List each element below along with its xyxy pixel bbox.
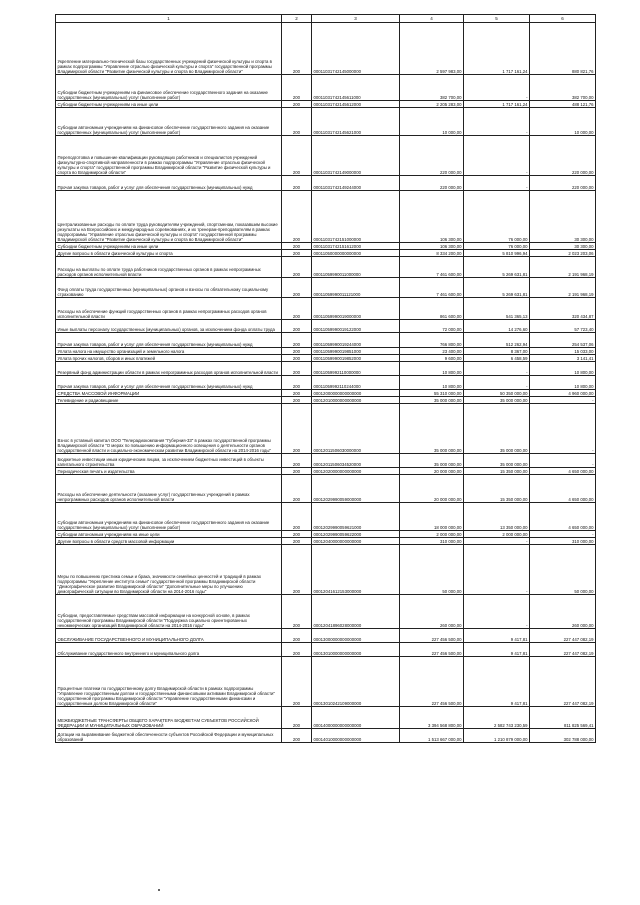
row-executed: 76 000,00 [464, 243, 530, 250]
column-number: 6 [530, 15, 596, 23]
row-executed: 1 717 161,24 [464, 23, 530, 75]
table-row [56, 729, 596, 743]
table-row [56, 503, 596, 531]
row-name: Расходы на обеспечение деятельности (оказание услуг) государственных учреждений в рамках непрограммных расходов органов исполнительной власти [56, 475, 282, 503]
row-code: 200 [282, 333, 312, 348]
row-code: 200 [282, 707, 312, 729]
row-name: Телевидение и радиовещание [56, 397, 282, 404]
row-code: 200 [282, 298, 312, 320]
table-row [56, 643, 596, 657]
row-unexecuted: 220 000,00 [530, 136, 596, 176]
row-name: Периодическая печать и издательства [56, 468, 282, 475]
row-name: Взнос в уставный капитал ООО "Телерадиокомпания "Губерния-33" в рамках государственной программы Владимирской области "О мерах по повышению информационного освещения о деятельности органов государственной власти и социально-экономическом развитии Владимирской области на 2014-2016 годы" [56, 404, 282, 454]
table-row [56, 657, 596, 707]
row-executed: - [464, 595, 530, 629]
table-row [56, 243, 596, 250]
row-unexecuted: 227 447 082,19 [530, 629, 596, 643]
row-unexecuted: 2 023 203,06 [530, 250, 596, 257]
row-executed: 512 262,94 [464, 333, 530, 348]
table-row [56, 362, 596, 376]
row-executed: 15 350 000,00 [464, 475, 530, 503]
row-kbk: 00012040000000000000 [312, 538, 400, 545]
row-unexecuted: 30 300,00 [530, 243, 596, 250]
row-kbk: 00011059990019851000 [312, 348, 400, 355]
page-mark [158, 889, 160, 891]
row-kbk: 00011031742149000000 [312, 136, 400, 176]
row-code: 200 [282, 531, 312, 538]
row-unexecuted: 15 033,00 [530, 348, 596, 355]
row-code: 200 [282, 243, 312, 250]
row-name: Субсидии автономным учреждениям на финансовое обеспечение государственного задания на оказание государственных (муниципальных) услуг (выполнение работ) [56, 503, 282, 531]
row-kbk: 00012029990059622000 [312, 531, 400, 538]
row-executed: 5 269 631,81 [464, 278, 530, 298]
row-name: СРЕДСТВА МАССОВОЙ ИНФОРМАЦИИ [56, 390, 282, 397]
row-kbk: 00012020000000000000 [312, 468, 400, 475]
row-name: Прочая закупка товаров, работ и услуг для обеспечения государственных (муниципальных) нужд [56, 333, 282, 348]
table-row [56, 298, 596, 320]
row-code: 200 [282, 729, 312, 743]
row-unexecuted: 320 434,87 [530, 298, 596, 320]
row-code: 200 [282, 397, 312, 404]
row-name: Уплата прочих налогов, сборов и иных платежей [56, 355, 282, 362]
row-name: Централизованные расходы по оплате труда руководителям учреждений, спортсменам, показавшим высокие результаты на Всероссийских и международных соревнованиях, и их тренерам-преподавателям в рамках подпрограммы "Управление отраслью физической культуры и спорта" государственной программы Владимирской области "Развитие физической культуры и спорта во Владимирской области" [56, 191, 282, 243]
table-row [56, 397, 596, 404]
row-approved: 2 000 000,00 [400, 531, 464, 538]
table-row [56, 278, 596, 298]
table-row [56, 355, 596, 362]
table-row [56, 101, 596, 108]
row-name: Расходы на выплаты по оплате труда работников государственных органов в рамках непрограммных расходов органов исполнительной власти [56, 257, 282, 278]
row-unexecuted: 4 650 000,00 [530, 503, 596, 531]
row-kbk: 00011059990019122000 [312, 320, 400, 333]
row-unexecuted: 220 000,00 [530, 176, 596, 191]
row-name: ОБСЛУЖИВАНИЕ ГОСУДАРСТВЕННОГО И МУНИЦИПАЛЬНОГО ДОЛГА [56, 629, 282, 643]
row-code: 200 [282, 643, 312, 657]
row-executed: - [464, 538, 530, 545]
row-kbk: 00012041612153000000 [312, 545, 400, 595]
column-number: 3 [312, 15, 400, 23]
row-executed: 9 417,81 [464, 657, 530, 707]
row-name: Прочая закупка товаров, работ и услуг для обеспечения государственных (муниципальных) нужд [56, 376, 282, 390]
row-approved: 50 000,00 [400, 545, 464, 595]
row-name: Субсидии, предоставляемые средствам массовой информации на конкурсной основе, в рамках государственной программы Владимирской области "Поддержка социально ориентированных некоммерческих организаций Владимирской области на 2014-2016 годы" [56, 595, 282, 629]
table-row [56, 23, 596, 75]
row-code: 200 [282, 595, 312, 629]
row-approved: 227 456 500,00 [400, 643, 464, 657]
row-unexecuted: 227 447 082,19 [530, 643, 596, 657]
row-executed: 50 350 000,00 [464, 390, 530, 397]
row-approved: 8 334 200,00 [400, 250, 464, 257]
row-approved: 1 513 667 000,00 [400, 729, 464, 743]
row-code: 200 [282, 101, 312, 108]
budget-report-sheet [55, 14, 595, 743]
row-approved: 20 000 000,00 [400, 468, 464, 475]
row-name: МЕЖБЮДЖЕТНЫЕ ТРАНСФЕРТЫ ОБЩЕГО ХАРАКТЕРА БЮДЖЕТАМ СУБЪЕКТОВ РОССИЙСКОЙ ФЕДЕРАЦИИ И МУНИЦИПАЛЬНЫХ ОБРАЗОВАНИЙ [56, 707, 282, 729]
row-code: 200 [282, 257, 312, 278]
table-row [56, 333, 596, 348]
row-name: Другие вопросы в области средств массовой информации [56, 538, 282, 545]
row-name: Субсидии бюджетным учреждениям на иные цели [56, 243, 282, 250]
table-row [56, 475, 596, 503]
row-name: Расходы на обеспечение функций государственных органов в рамках непрограммных расходов органов исполнительной власти [56, 298, 282, 320]
row-unexecuted: 880 821,76 [530, 23, 596, 75]
table-row [56, 75, 596, 101]
row-unexecuted: 488 121,76 [530, 101, 596, 108]
row-kbk: 00011031742149244000 [312, 176, 400, 191]
row-approved: 55 310 000,00 [400, 390, 464, 397]
row-executed: 35 000 000,00 [464, 397, 530, 404]
row-unexecuted: 3 141,41 [530, 355, 596, 362]
row-executed: 5 810 996,94 [464, 250, 530, 257]
row-name: Субсидии автономным учреждениям на финансовое обеспечение государственного задания на оказание государственных (муниципальных) услуг (выполнение работ) [56, 108, 282, 136]
row-executed: 15 350 000,00 [464, 468, 530, 475]
row-code: 200 [282, 355, 312, 362]
table-row [56, 454, 596, 468]
row-kbk: 00011059990019000000 [312, 298, 400, 320]
row-kbk: 00014010000000000000 [312, 729, 400, 743]
row-kbk: 00012010000000000000 [312, 397, 400, 404]
table-row [56, 191, 596, 243]
row-approved: 35 000 000,00 [400, 404, 464, 454]
row-unexecuted: 310 000,00 [530, 538, 596, 545]
row-name: Бюджетные инвестиции иным юридическим лицам, за исключением бюджетных инвестиций в объекты капитального строительства [56, 454, 282, 468]
column-number: 1 [56, 15, 282, 23]
row-unexecuted: 30 300,00 [530, 191, 596, 243]
row-kbk: 00013010242109000000 [312, 657, 400, 707]
table-row [56, 707, 596, 729]
row-unexecuted: 2 191 968,19 [530, 278, 596, 298]
row-executed: 1 717 161,24 [464, 101, 530, 108]
row-code: 200 [282, 545, 312, 595]
table-row [56, 595, 596, 629]
row-kbk: 00011059990019852000 [312, 355, 400, 362]
row-unexecuted: - [530, 454, 596, 468]
row-executed: 9 417,81 [464, 629, 530, 643]
row-name: Уплата налога на имущество организаций и земельного налога [56, 348, 282, 355]
row-kbk: 00012000000000000000 [312, 390, 400, 397]
row-name: Дотации на выравнивание бюджетной обеспеченности субъектов Российской Федерации и муниципальных образований [56, 729, 282, 743]
row-executed: 35 000 000,00 [464, 404, 530, 454]
row-code: 200 [282, 250, 312, 257]
row-approved: 220 000,00 [400, 136, 464, 176]
row-executed: - [464, 362, 530, 376]
row-code: 200 [282, 75, 312, 101]
row-approved: 766 800,00 [400, 333, 464, 348]
row-executed: - [464, 376, 530, 390]
row-approved: 35 000 000,00 [400, 397, 464, 404]
table-row [56, 545, 596, 595]
column-number-row [56, 15, 596, 23]
row-code: 200 [282, 348, 312, 355]
row-approved: 10 800,00 [400, 376, 464, 390]
row-approved: 35 000 000,00 [400, 454, 464, 468]
row-approved: 2 597 983,00 [400, 23, 464, 75]
column-number: 2 [282, 15, 312, 23]
row-kbk: 00011059990011000000 [312, 257, 400, 278]
table-row [56, 468, 596, 475]
row-approved: 260 000,00 [400, 595, 464, 629]
row-code: 200 [282, 108, 312, 136]
row-approved: 227 456 500,00 [400, 629, 464, 643]
row-approved: 3 394 568 800,00 [400, 707, 464, 729]
row-code: 200 [282, 176, 312, 191]
row-executed: - [464, 108, 530, 136]
row-code: 200 [282, 362, 312, 376]
table-row [56, 108, 596, 136]
row-code: 200 [282, 23, 312, 75]
row-kbk: 00011031742145611000 [312, 75, 400, 101]
row-kbk: 00013010000000000000 [312, 643, 400, 657]
row-approved: 7 461 600,00 [400, 278, 464, 298]
row-executed: 2 000 000,00 [464, 531, 530, 538]
row-unexecuted: 4 650 000,00 [530, 468, 596, 475]
row-approved: 2 205 283,00 [400, 101, 464, 108]
row-approved: 23 400,00 [400, 348, 464, 355]
table-row [56, 531, 596, 538]
row-code: 200 [282, 320, 312, 333]
row-kbk: 00011031742145621000 [312, 108, 400, 136]
row-executed: 1 210 879 000,00 [464, 729, 530, 743]
table-row [56, 538, 596, 545]
row-unexecuted: 10 000,00 [530, 108, 596, 136]
row-unexecuted: 811 825 569,41 [530, 707, 596, 729]
row-code: 200 [282, 454, 312, 468]
row-executed: 5 269 631,81 [464, 257, 530, 278]
table-body [56, 23, 596, 743]
row-kbk: 00011031742151000000 [312, 191, 400, 243]
row-code: 200 [282, 629, 312, 643]
row-executed: 6 458,59 [464, 355, 530, 362]
row-approved: 20 000 000,00 [400, 475, 464, 503]
row-executed: - [464, 176, 530, 191]
row-name: Субсидии бюджетным учреждениям на финансовое обеспечение государственного задания на оказание государственных (муниципальных) услуг (выполнение работ) [56, 75, 282, 101]
row-executed: 541 365,13 [464, 298, 530, 320]
row-code: 200 [282, 468, 312, 475]
row-executed: 35 000 000,00 [464, 454, 530, 468]
row-executed: 9 417,81 [464, 643, 530, 657]
row-code: 200 [282, 136, 312, 176]
row-name: Иные выплаты персоналу государственных (муниципальных) органов, за исключением фонда оплаты труда [56, 320, 282, 333]
row-approved: 227 456 500,00 [400, 657, 464, 707]
row-name: Субсидии автономным учреждениям на иные цели [56, 531, 282, 538]
row-kbk: 00012041896028000000 [312, 595, 400, 629]
row-code: 200 [282, 503, 312, 531]
row-name: Фонд оплаты труда государственных (муниципальных) органов и взносы по обязательному социальному страхованию [56, 278, 282, 298]
row-executed: - [464, 75, 530, 101]
row-approved: 7 461 600,00 [400, 257, 464, 278]
row-kbk: 00011031742151612000 [312, 243, 400, 250]
row-name: Субсидии бюджетным учреждениям на иные цели [56, 101, 282, 108]
row-kbk: 00011031742145000000 [312, 23, 400, 75]
table-row [56, 250, 596, 257]
row-unexecuted: 302 788 000,00 [530, 729, 596, 743]
row-executed: 8 367,00 [464, 348, 530, 355]
row-executed: 76 000,00 [464, 191, 530, 243]
row-approved: 9 600,00 [400, 355, 464, 362]
row-unexecuted: 4 960 000,00 [530, 390, 596, 397]
row-code: 200 [282, 538, 312, 545]
row-unexecuted: - [530, 531, 596, 538]
row-kbk: 00012011506034520000 [312, 454, 400, 468]
row-kbk: 00012029990059621000 [312, 503, 400, 531]
table-row [56, 390, 596, 397]
row-unexecuted: 50 000,00 [530, 545, 596, 595]
budget-table [55, 14, 596, 743]
row-code: 200 [282, 278, 312, 298]
row-unexecuted: 227 447 082,19 [530, 657, 596, 707]
row-name: Меры по повышению престижа семьи и брака, значимости семейных ценностей и традиций в рамках подпрограммы "Укрепление института семьи" государственной программы Владимирской области "Демографическое развитие Владимирской области" "Дополнительные меры по улучшению демографической ситуации во Владимирской области на 2014-2016 годы" [56, 545, 282, 595]
row-kbk: 00014000000000000000 [312, 707, 400, 729]
row-kbk: 00011031742145612000 [312, 101, 400, 108]
table-row [56, 176, 596, 191]
row-unexecuted: 10 800,00 [530, 376, 596, 390]
row-executed: 14 276,60 [464, 320, 530, 333]
row-code: 200 [282, 376, 312, 390]
row-kbk: 00011059992110244000 [312, 376, 400, 390]
row-kbk: 00012029990059000000 [312, 475, 400, 503]
table-row [56, 348, 596, 355]
table-row [56, 136, 596, 176]
column-number: 4 [400, 15, 464, 23]
row-name: Резервный фонд администрации области в рамках непрограммных расходов органов исполнительной власти [56, 362, 282, 376]
row-kbk: 00011059990019244000 [312, 333, 400, 348]
row-code: 200 [282, 404, 312, 454]
row-kbk: 00013000000000000000 [312, 629, 400, 643]
row-code: 200 [282, 390, 312, 397]
row-executed: 13 350 000,00 [464, 503, 530, 531]
row-kbk: 00011059992110000000 [312, 362, 400, 376]
row-executed: - [464, 136, 530, 176]
row-approved: 106 300,00 [400, 243, 464, 250]
row-unexecuted: 4 650 000,00 [530, 475, 596, 503]
row-name: Процентные платежи по государственному долгу Владимирской области в рамках подпрограммы "Управление государственным долгом и государственными финансовыми активами Владимирской области" государственной программы Владимирской области "Управление государственными финансами и государственным долгом Владимирской области" [56, 657, 282, 707]
row-unexecuted: - [530, 397, 596, 404]
row-executed: - [464, 545, 530, 595]
row-unexecuted: 382 700,00 [530, 75, 596, 101]
row-unexecuted: - [530, 404, 596, 454]
row-unexecuted: 2 191 968,19 [530, 257, 596, 278]
column-number: 5 [464, 15, 530, 23]
row-unexecuted: 57 723,40 [530, 320, 596, 333]
row-kbk: 00011059990011121000 [312, 278, 400, 298]
row-kbk: 00012011506030000000 [312, 404, 400, 454]
row-code: 200 [282, 657, 312, 707]
row-name: Прочая закупка товаров, работ и услуг для обеспечения государственных (муниципальных) нужд [56, 176, 282, 191]
row-executed: 2 582 743 230,59 [464, 707, 530, 729]
row-approved: 382 700,00 [400, 75, 464, 101]
row-code: 200 [282, 475, 312, 503]
row-approved: 10 000,00 [400, 108, 464, 136]
row-name: Обслуживание государственного внутреннего и муниципального долга [56, 643, 282, 657]
row-approved: 861 600,00 [400, 298, 464, 320]
row-name: Другие вопросы в области физической культуры и спорта [56, 250, 282, 257]
row-approved: 106 300,00 [400, 191, 464, 243]
table-row [56, 376, 596, 390]
row-code: 200 [282, 191, 312, 243]
row-kbk: 00011050000000000000 [312, 250, 400, 257]
table-row [56, 257, 596, 278]
row-name: Переподготовка и повышение квалификации руководящих работников и специалистов учреждений физкультурно-спортивной направленности в рамках подпрограммы "Управление отраслью физической культуры и спорта" государственной программы Владимирской области "Развитие физической культуры и спорта во Владимирской области" [56, 136, 282, 176]
row-unexecuted: 10 800,00 [530, 362, 596, 376]
row-name: Укрепление материально-технической базы государственных учреждений физической культуры и спорта в рамках подпрограммы "Управление отраслью физической культуры и спорта" государственной программы Владимирской области "Развитие физической культуры и спорта во Владимирской области" [56, 23, 282, 75]
row-unexecuted: 254 537,06 [530, 333, 596, 348]
row-approved: 220 000,00 [400, 176, 464, 191]
row-unexecuted: 260 000,00 [530, 595, 596, 629]
table-row [56, 404, 596, 454]
row-approved: 18 000 000,00 [400, 503, 464, 531]
row-approved: 310 000,00 [400, 538, 464, 545]
table-row [56, 320, 596, 333]
table-row [56, 629, 596, 643]
row-approved: 72 000,00 [400, 320, 464, 333]
row-approved: 10 800,00 [400, 362, 464, 376]
